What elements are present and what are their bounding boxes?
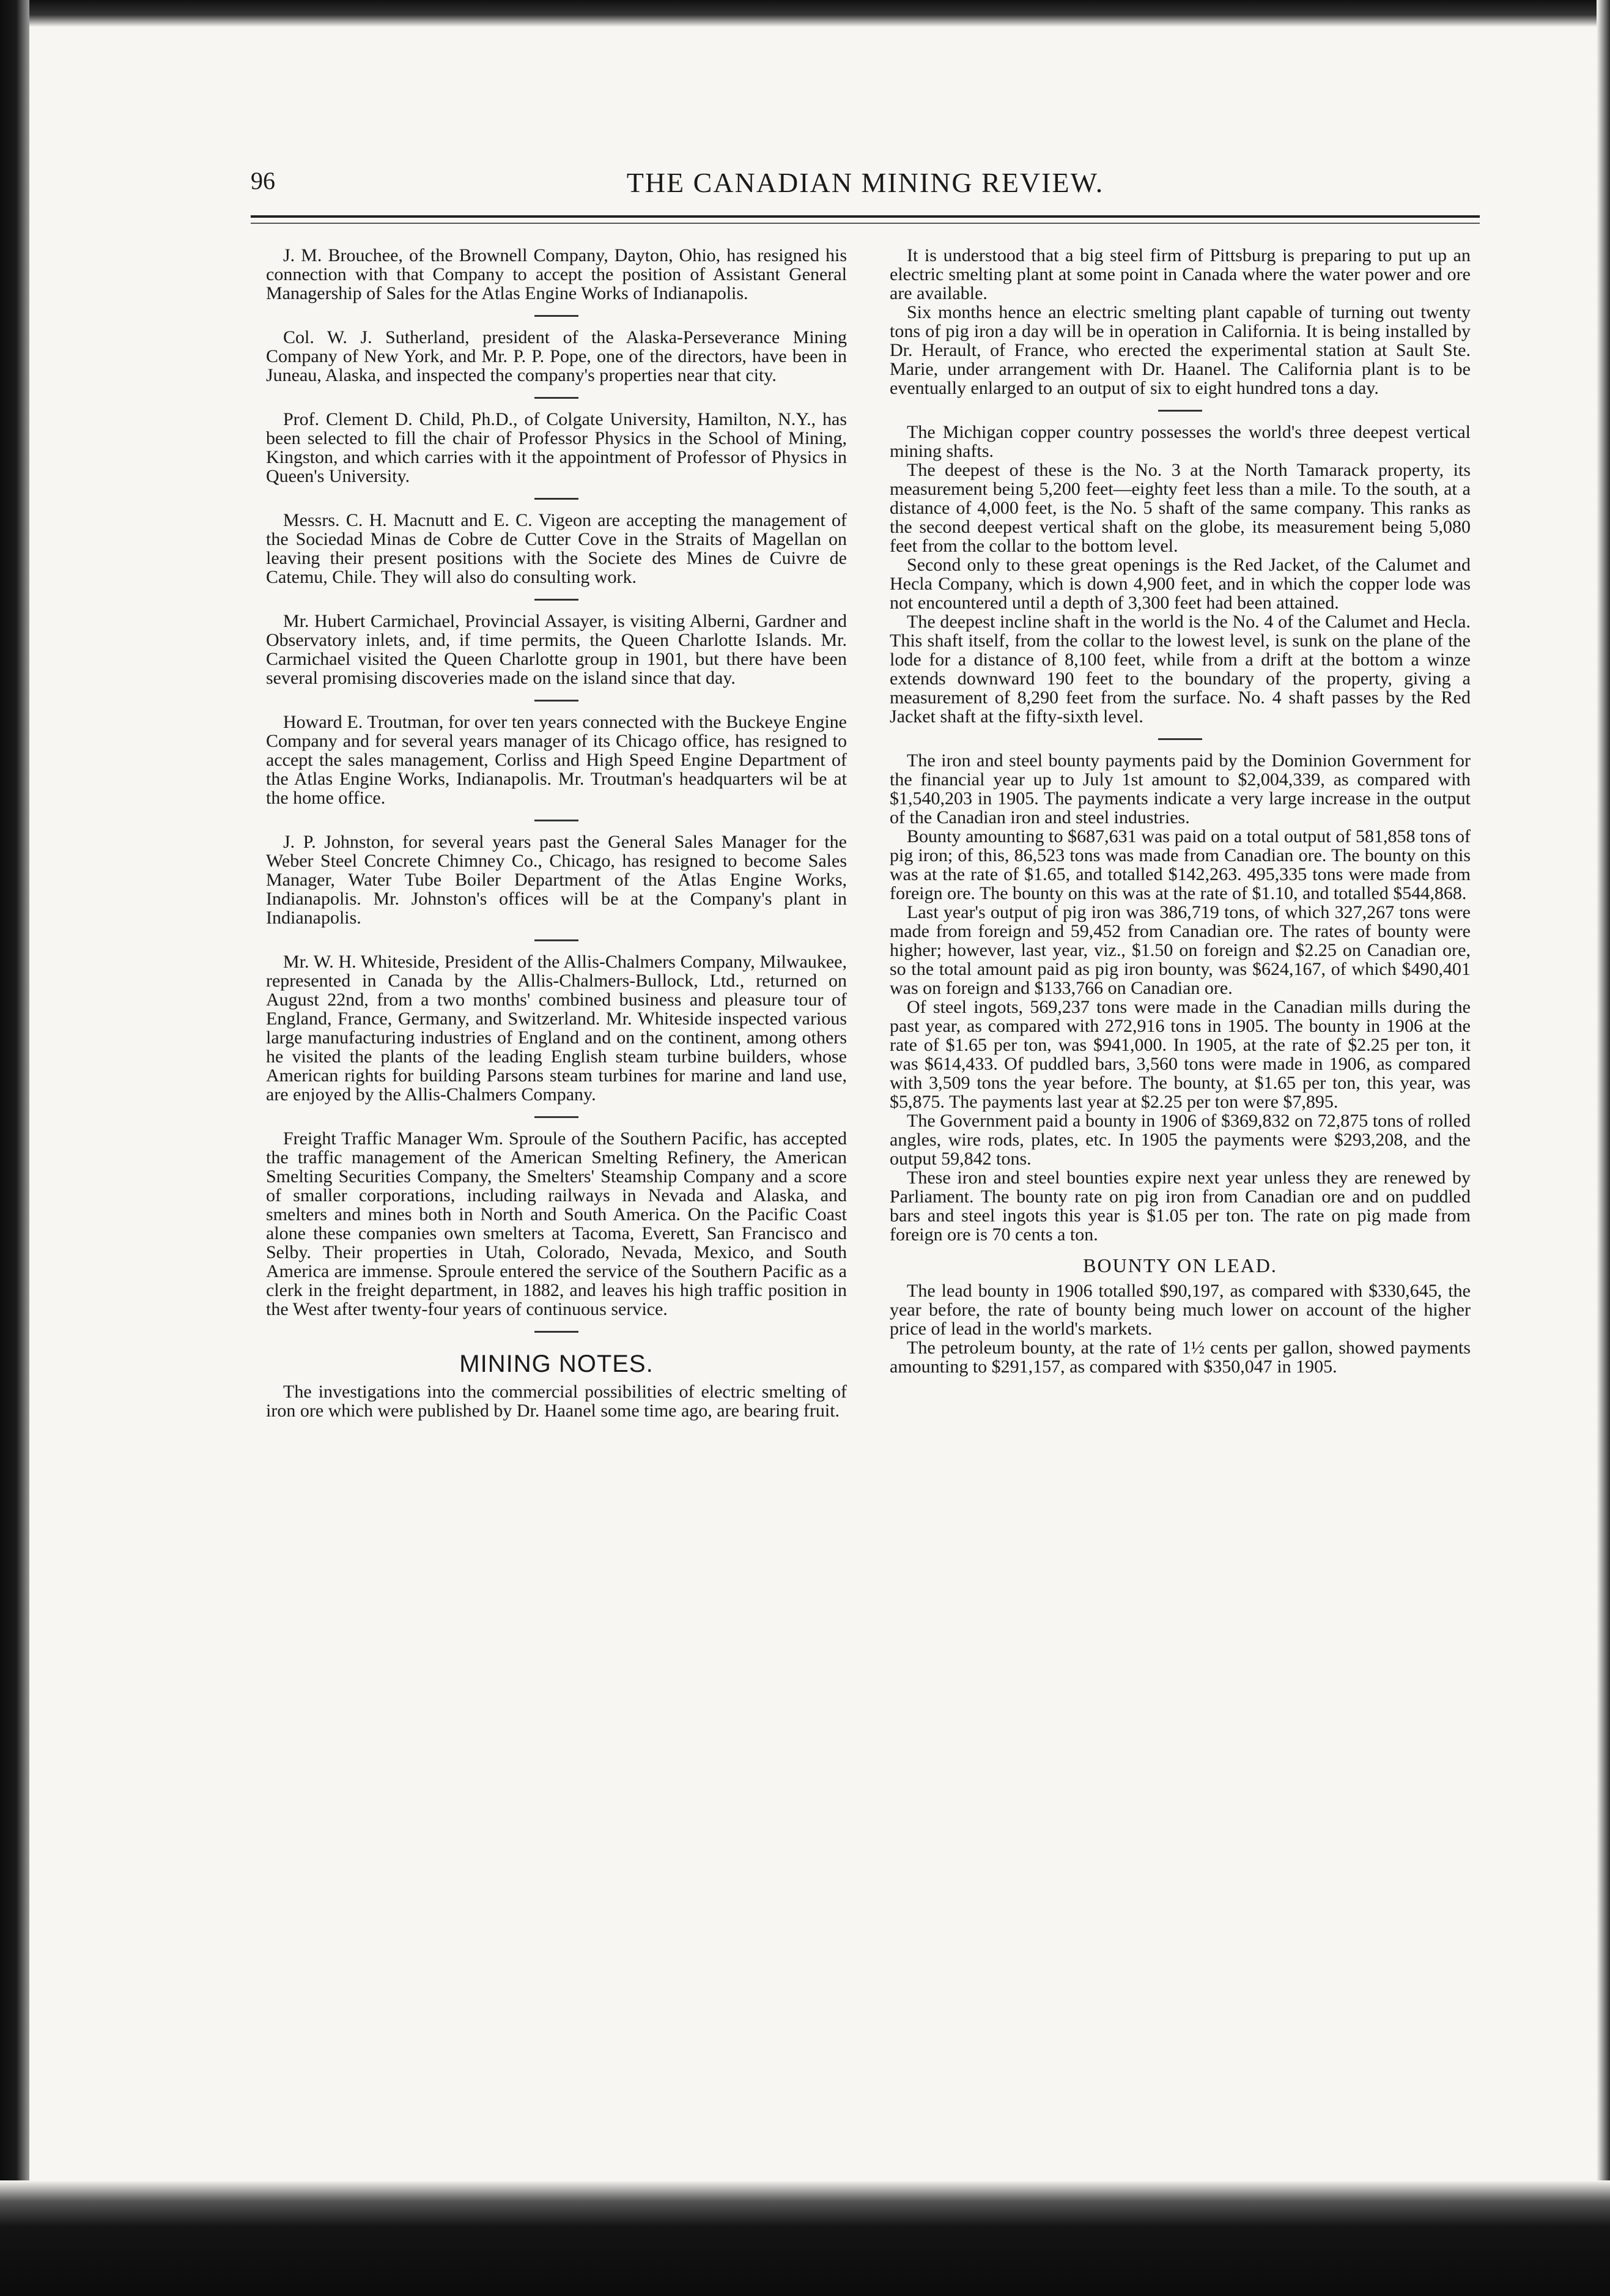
mining-notes-heading: MINING NOTES. — [459, 1350, 654, 1377]
paragraph: J. M. Brouchee, of the Brownell Company, Dayton, Ohio, has resigned his connection with that Company to accept the position of Assistant General Managership of Sales for the Atlas Engine Works of Indianapolis. — [266, 245, 847, 303]
paragraph: Freight Traffic Manager Wm. Sproule of the Southern Pacific, has accepted the traffic management of the American Smelting Refinery, the American Smelting Securities Company, the Smelters' Steamship Company and a score of smaller corporations, including railways in Nevada and Alaska, and smelters and mines both in North and South America. On the Pacific Coast alone these companies own smelters at Tacoma, Everett, San Francisco and Selby. Their properties in Utah, Colorado, Nevada, Mexico, and South America are immense. Sproule entered the service of the Southern Pacific as a clerk in the freight department, in 1882, and leaves his high traffic position in the West after twenty-four years of continuous service. — [266, 1128, 847, 1319]
paragraph: Howard E. Troutman, for over ten years connected with the Buckeye Engine Company and for several years manager of its Chicago office, has resigned to accept the sales management, Corliss and High Speed Engine Department of the Atlas Engine Works, Indianapolis. Mr. Troutman's headquarters wil be at the home office. — [266, 712, 847, 808]
paragraph: The Government paid a bounty in 1906 of $369,832 on 72,875 tons of rolled angles, wire rods, plates, etc. In 1905 the payments were $293,208, and the output 59,842 tons. — [890, 1111, 1471, 1169]
bounty-on-lead-body — [890, 1281, 1471, 1376]
page-number: 96 — [251, 167, 275, 194]
scan-top-edge — [0, 0, 1610, 27]
paragraph: Col. W. J. Sutherland, president of the Alaska-Perseverance Mining Company of New York, and Mr. P. P. Pope, one of the directors, have been in Juneau, Alaska, and inspected the company's properties near that city. — [266, 327, 847, 385]
mining-notes-intro: The investigations into the commercial possibilities of electric smelting of iron ore which were published by Dr. Haanel some time ago, are bearing fruit. — [266, 1382, 847, 1421]
left-column-items — [266, 246, 847, 1319]
paragraph: Six months hence an electric smelting plant capable of turning out twenty tons of pig iron a day will be in operation in California. It is being installed by Dr. Herault, of France, who erected the experimental station at Sault Ste. Marie, under arrangement with Dr. Haanel. The California plant is to be eventually enlarged to an output of six to eight hundred tons a day. — [890, 302, 1471, 398]
item-separator — [534, 1116, 578, 1118]
item-separator — [1158, 410, 1202, 412]
paragraph: The iron and steel bounty payments paid by the Dominion Government for the financial year up to July 1st amount to $2,004,339, as compared with $1,540,203 in 1905. The payments indicate a very large increase in the output of the Canadian iron and steel industries. — [890, 750, 1471, 828]
item-separator — [534, 700, 578, 702]
paragraph: It is understood that a big steel firm of Pittsburg is preparing to put up an electric smelting plant at some point in Canada where the water power and ore are available. — [890, 245, 1471, 303]
paragraph: Last year's output of pig iron was 386,719 tons, of which 327,267 tons were made from foreign and 59,452 from Canadian ore. The rates of bounty were higher; however, last year, viz., $1.50 on foreign and $2.25 on Canadian ore, so the total amount paid as pig iron bounty, was $624,167, of which $490,401 was on foreign and $133,766 on Canadian ore. — [890, 902, 1471, 998]
item-macnutt — [266, 511, 847, 587]
item-michigan-shafts — [890, 423, 1471, 726]
paragraph: Bounty amounting to $687,631 was paid on a total output of 581,858 tons of pig iron; of this, 86,523 tons was made from Canadian ore. The bounty on this was at the rate of $1.65, and totalled $142,263. 495,335 tons were made from foreign ore. The bounty on this was at the rate of $1.10, and totalled $544,868. — [890, 826, 1471, 903]
paragraph: The lead bounty in 1906 totalled $90,197, as compared with $330,645, the year before, the rate of bounty being much lower on account of the higher price of lead in the world's markets. — [890, 1281, 1471, 1339]
item-johnston — [266, 832, 847, 927]
paragraph: Of steel ingots, 569,237 tons were made in the Canadian mills during the past year, as compared with 272,916 tons in 1905. The bounty in 1906 at the rate of $1.65 per ton, was $941,000. In 1905, at the rate of $2.25 per ton, it was $614,433. Of puddled bars, 3,560 tons were made in 1906, as compared with 3,509 tons the year before. The bounty, at $1.65 per ton, this year, was $5,875. The payments last year at $2.25 per ton were $7,895. — [890, 997, 1471, 1112]
paragraph: Second only to these great openings is the Red Jacket, of the Calumet and Hecla Company, which is down 4,900 feet, and in which the copper lode was not encountered until a depth of 3,300 feet had been attained. — [890, 555, 1471, 613]
item-electric-smelting — [890, 246, 1471, 398]
scan-bottom-edge — [0, 2180, 1610, 2296]
bounty-on-lead-heading: BOUNTY ON LEAD. — [1083, 1254, 1277, 1276]
item-whiteside — [266, 952, 847, 1104]
paragraph: Messrs. C. H. Macnutt and E. C. Vigeon are accepting the management of the Sociedad Minas de Cobre de Cutter Cove in the Straits of Magellan on leaving their present positions with the Societe des Mines de Cuivre de Catemu, Chile. They will also do consulting work. — [266, 510, 847, 587]
scan-left-edge — [0, 0, 29, 2296]
paragraph: The petroleum bounty, at the rate of 1½ cents per gallon, showed payments amounting to $291,157, as compared with $350,047 in 1905. — [890, 1338, 1471, 1377]
paragraph: J. P. Johnston, for several years past the General Sales Manager for the Weber Steel Concrete Chimney Co., Chicago, has resigned to become Sales Manager, Water Tube Boiler Department of the Atlas Engine Works, Indianapolis. Mr. Johnston's offices will be at the Company's plant in Indianapolis. — [266, 832, 847, 928]
page-header — [251, 166, 1480, 203]
item-separator — [534, 397, 578, 399]
item-sproule — [266, 1129, 847, 1319]
paragraph: These iron and steel bounties expire next year unless they are renewed by Parliament. The bounty rate on pig iron from Canadian ore and on puddled bars and steel ingots this year is $1.05 per ton. The rate on pig made from foreign ore is 70 cents a ton. — [890, 1168, 1471, 1245]
item-separator — [534, 820, 578, 821]
item-separator — [1158, 738, 1202, 740]
item-troutman — [266, 713, 847, 807]
item-separator — [534, 939, 578, 941]
paragraph: The deepest incline shaft in the world is the No. 4 of the Calumet and Hecla. This shaft itself, from the collar to the lowest level, is sunk on the plane of the lode for a distance of 8,100 feet, while from a drift at the bottom a winze extends downward 190 feet to the boundary of the property, giving a measurement of 8,290 feet from the surface. No. 4 shaft passes by the Red Jacket shaft at the fifty-sixth level. — [890, 612, 1471, 727]
journal-title: THE CANADIAN MINING REVIEW. — [626, 167, 1104, 198]
header-rule — [251, 215, 1480, 224]
right-column-items — [890, 246, 1471, 1244]
item-separator — [534, 315, 578, 317]
paragraph: The Michigan copper country possesses the world's three deepest vertical mining shafts. — [890, 422, 1471, 461]
left-column — [266, 246, 847, 2081]
item-sutherland — [266, 328, 847, 385]
item-separator — [534, 498, 578, 500]
item-child — [266, 410, 847, 486]
section-separator — [534, 1331, 578, 1333]
item-carmichael — [266, 612, 847, 687]
paragraph: The deepest of these is the No. 3 at the North Tamarack property, its measurement being 5,200 feet—eighty feet less than a mile. To the south, at a distance of 4,000 feet, is the No. 5 shaft of the same company. This ranks as the second deepest vertical shaft on the globe, its measurement being 5,080 feet from the collar to the bottom level. — [890, 460, 1471, 556]
scan-right-edge — [1597, 0, 1610, 2296]
paragraph: Mr. W. H. Whiteside, President of the Allis-Chalmers Company, Milwaukee, represented in Canada by the Allis-Chalmers-Bullock, Ltd., returned on August 22nd, from a two months' combined business and pleasure tour of England, France, Germany, and Switzerland. Mr. Whiteside inspected various large manufacturing industries of England and on the continent, among others he visited the plants of the leading English steam turbine builders, whose American rights for building Parsons steam turbines for marine and land use, are enjoyed by the Allis-Chalmers Company. — [266, 952, 847, 1105]
paragraph: Mr. Hubert Carmichael, Provincial Assayer, is visiting Alberni, Gardner and Observatory inlets, and, if time permits, the Queen Charlotte Islands. Mr. Carmichael visited the Queen Charlotte group in 1901, but there have been several promising discoveries made on the island since that day. — [266, 611, 847, 688]
item-separator — [534, 599, 578, 601]
right-column — [890, 246, 1471, 2081]
item-brouchee — [266, 246, 847, 303]
paragraph: Prof. Clement D. Child, Ph.D., of Colgate University, Hamilton, N.Y., has been selected to fill the chair of Professor Physics in the School of Mining, Kingston, and which carries with it the appointment of Professor of Physics in Queen's University. — [266, 409, 847, 486]
item-bounty — [890, 751, 1471, 1244]
